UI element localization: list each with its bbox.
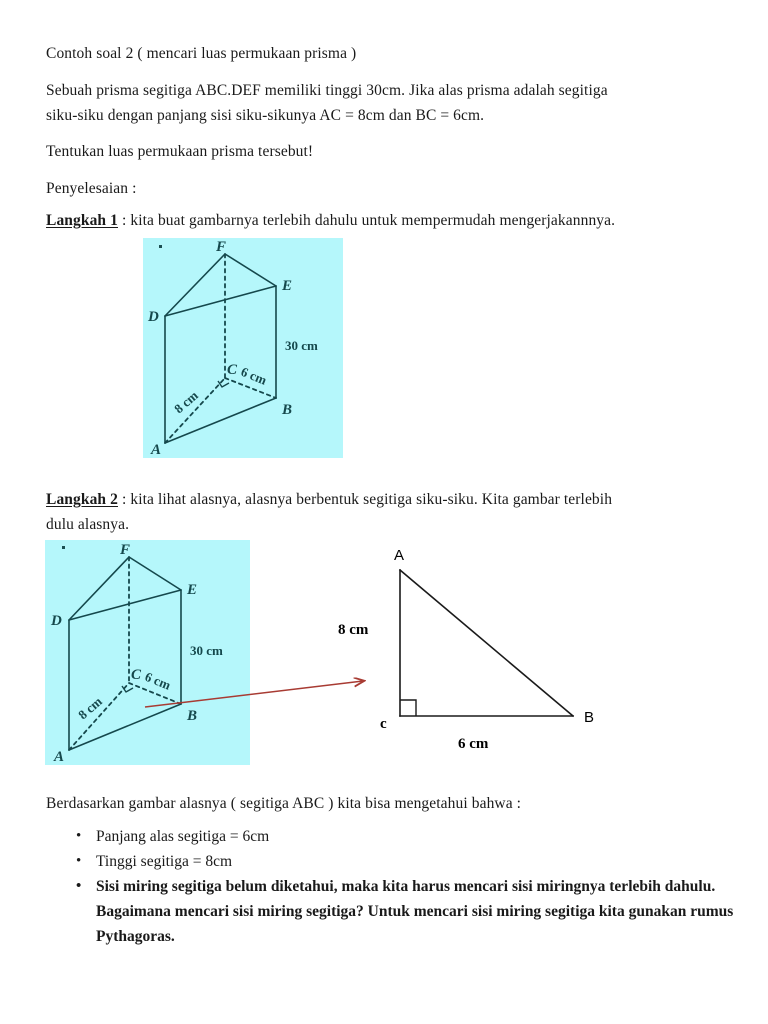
step-2-line-1 — [46, 487, 736, 512]
prism1-label-F: F — [216, 239, 227, 255]
step-1-line — [46, 208, 736, 233]
triangle-label-c: c — [380, 716, 387, 732]
triangle-label-A: A — [394, 547, 405, 564]
prism2-label-F: F — [120, 542, 131, 558]
prism2-height-label: 30 cm — [190, 643, 223, 658]
solution-label: Penyelesaian : — [46, 180, 137, 197]
bullet-icon: • — [76, 853, 82, 869]
step-2-text: : kita lihat alasnya, alasnya berbentuk segitiga siku-siku. Kita gambar terlebih — [117, 491, 613, 508]
right-triangle-diagram-svg — [330, 540, 630, 770]
bullet-icon: • — [76, 878, 82, 894]
prism2-label-E: E — [187, 582, 198, 598]
prism1-height-label: 30 cm — [285, 338, 318, 353]
list-item-text: Panjang alas segitiga = 6cm — [96, 828, 270, 845]
triangle-vertical-leg-label: 8 cm — [338, 622, 369, 638]
prism2-label-C: C — [131, 667, 142, 683]
prism-diagram-2-svg — [45, 540, 250, 765]
prism2-label-D: D — [51, 613, 62, 629]
triangle-label-B: B — [584, 709, 595, 726]
prism2-label-A: A — [54, 749, 65, 765]
step-1-text: : kita buat gambarnya terlebih dahulu untuk mempermudah mengerjakannnya. — [117, 212, 616, 229]
heading-line: Contoh soal 2 ( mencari luas permukaan prisma ) — [46, 45, 357, 62]
list-item — [76, 874, 756, 949]
step-2-label: Langkah 2 — [46, 491, 118, 508]
list-item-text: Sisi miring segitiga belum diketahui, maka kita harus mencari sisi miringnya terlebih dahulu. Bagaimana mencari sisi miring segitiga? Untuk mencari sisi miring segitiga kita gunakan rumus Pythagoras. — [96, 878, 734, 945]
prism2-leg-bc-label: 6 cm — [142, 668, 173, 693]
prism2-leg-ac-label: 8 cm — [75, 693, 105, 723]
prism1-leg-bc-label: 6 cm — [238, 363, 269, 388]
prism1-label-D: D — [148, 309, 159, 325]
prism-diagram-1-svg — [143, 238, 343, 458]
instruction-line: Tentukan luas permukaan prisma tersebut! — [46, 143, 314, 160]
list-item — [76, 849, 756, 874]
step-2-line-2: dulu alasnya. — [46, 516, 130, 533]
triangle-horizontal-leg-label: 6 cm — [458, 736, 489, 752]
problem-statement-line-1: Sebuah prisma segitiga ABC.DEF memiliki tinggi 30cm. Jika alas prisma adalah segitiga — [46, 82, 608, 99]
list-item — [76, 824, 756, 849]
bullet-icon: • — [76, 828, 82, 844]
prism1-leg-ac-label: 8 cm — [171, 387, 201, 417]
prism1-label-C: C — [227, 362, 238, 378]
problem-statement-line-2: siku-siku dengan panjang sisi siku-sikunya AC = 8cm dan BC = 6cm. — [46, 107, 485, 124]
prism1-label-A: A — [151, 442, 162, 458]
prism2-label-B: B — [187, 708, 198, 724]
step-1-label: Langkah 1 — [46, 212, 118, 229]
prism-figure-2 — [45, 540, 250, 765]
list-item-text: Tinggi segitiga = 8cm — [96, 853, 233, 870]
facts-list — [64, 824, 756, 949]
conclusion-intro: Berdasarkan gambar alasnya ( segitiga ABC ) kita bisa mengetahui bahwa : — [46, 795, 522, 812]
prism1-label-E: E — [282, 278, 293, 294]
prism1-label-B: B — [282, 402, 293, 418]
prism-figure-1 — [143, 238, 343, 458]
